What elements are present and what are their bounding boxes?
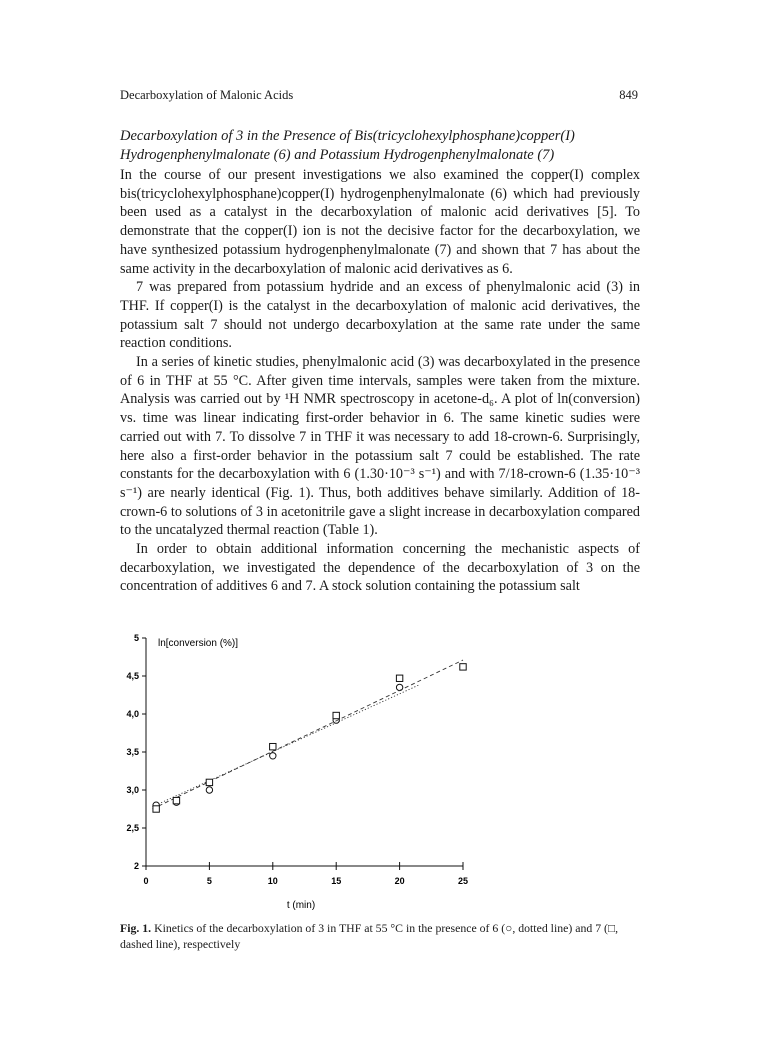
caption-label: Fig. 1. <box>120 921 152 935</box>
square-point <box>396 675 402 681</box>
x-tick-label: 5 <box>206 876 212 886</box>
section-title-line-2: Hydrogenphenylmalonate (6) and Potassium Hydrogenphenylmalonate (7) <box>120 147 555 163</box>
square-point <box>173 797 179 803</box>
figure-caption <box>120 920 640 952</box>
x-tick-label: 15 <box>331 876 342 886</box>
x-tick-label: 10 <box>267 876 278 886</box>
body-text <box>120 166 640 596</box>
section-title-line-1: Decarboxylation of 3 in the Presence of Bis(tricyclohexylphosphane)copper(I) <box>120 128 575 144</box>
caption-text: Kinetics of the decarboxylation of 3 in THF at 55 °C in the presence of 6 (○, dotted line) and 7 (□, dashed line), respectively <box>120 921 619 951</box>
square-point <box>153 806 159 812</box>
square-point <box>460 664 466 670</box>
circle-point <box>270 753 276 759</box>
circle-fit-line <box>152 685 418 807</box>
paragraph-3: In a series of kinetic studies, phenylmalonic acid (3) was decarboxylated in the presence of 6 in THF at 55 °C. After given time intervals, samples were taken from the mixture. Analysis was carried out by ¹H NMR spectroscopy in acetone-d₆. A plot of ln(conversion) vs. time was linear indicating first-order behavior in 6. The same kinetic sudies were carried out with 7. To dissolve 7 in THF it was necessary to add 18-crown-6. Surprisingly, here also a first-order behavior in the potassium salt 7 could be established. The rate constants for the decarboxylation with 6 (1.30·10⁻³ s⁻¹) and with 7/18-crown-6 (1.35·10⁻³ s⁻¹) are nearly identical (Fig. 1). Thus, both additives behave similarly. Addition of 18-crown-6 to solutions of 3 in acetonitrile gave a slight increase in decarboxylation compared to the uncatalyzed thermal reaction (Table 1). <box>120 354 640 539</box>
chart-axes <box>126 633 468 886</box>
y-tick-label: 4,0 <box>126 709 139 719</box>
y-tick-label: 3,5 <box>126 747 139 757</box>
x-tick-label: 25 <box>457 876 469 886</box>
square-fit-line <box>152 660 463 809</box>
x-axis-label: t (min) <box>286 900 316 911</box>
circle-point <box>206 787 212 793</box>
square-point <box>206 779 212 785</box>
square-point <box>270 743 276 749</box>
x-tick-label: 20 <box>394 876 405 886</box>
running-header <box>120 88 638 108</box>
square-point <box>333 712 339 718</box>
section-title <box>120 127 640 165</box>
y-tick-label: 2,5 <box>126 823 139 833</box>
page-number: 849 <box>619 88 638 102</box>
paragraph-4: In order to obtain additional information concerning the mechanistic aspects of decarboxylation, we investigated the dependence of the decarboxylation of 3 on the concentration of additives 6 and 7. A stock solution containing the potassium salt <box>120 541 640 595</box>
running-title: Decarboxylation of Malonic Acids <box>120 88 294 102</box>
paragraph-2: 7 was prepared from potassium hydride and an excess of phenylmalonic acid (3) in THF. If copper(I) is the catalyst in the decarboxylation of malonic acid derivatives, the potassium salt 7 should not undergo decarboxylation at the same rate under the same reaction conditions. <box>120 279 640 352</box>
y-axis-label: ln[conversion (%)] <box>158 638 239 649</box>
y-tick-label: 3,0 <box>126 785 139 795</box>
y-tick-label: 2 <box>133 861 139 871</box>
kinetics-chart <box>108 630 488 915</box>
x-tick-label: 0 <box>143 876 149 886</box>
y-tick-label: 4,5 <box>126 671 139 681</box>
chart-marks <box>152 660 466 812</box>
y-tick-label: 5 <box>133 633 139 643</box>
paragraph-1: In the course of our present investigations we also examined the copper(I) complex bis(tricyclohexylphosphane)copper(I) hydrogenphenylmalonate (6) which had previously been used as a catalyst in the decarboxylation of malonic acid derivatives [5]. To demonstrate that the copper(I) ion is not the decisive factor for the decarboxylation, we have synthesized potassium hydrogenphenylmalonate (7) and shown that 7 has about the same activity in the decarboxylation of malonic acid derivatives as 6. <box>120 167 640 277</box>
